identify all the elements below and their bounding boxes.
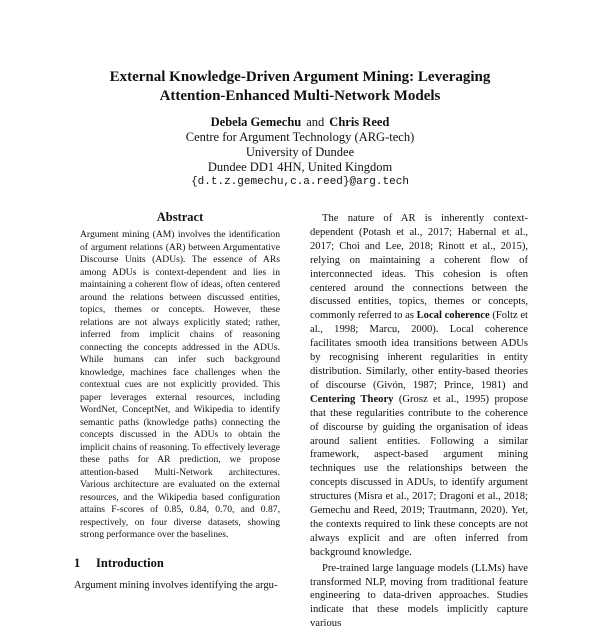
affiliation: Centre for Argument Technology (ARG-tech)	[185, 130, 415, 144]
section-number: 1	[74, 555, 81, 570]
centering-theory-term: Centering Theory	[310, 393, 394, 405]
p1-text-b: (Foltz et al., 1998; Marcu, 2000). Local coherence facilitates smooth idea transitions between ADUs by recognising inherent regularities in entity distribution. Similarly, other entity-based theories of discourse (Givón, 1987; Prince, 1981) and	[310, 310, 528, 391]
title-line-2: Attention-Enhanced Multi-Network Models	[159, 88, 441, 104]
author-2: Chris Reed	[329, 115, 390, 129]
p1-text-c: (Grosz et al., 1995) propose that these regularities contribute to the coherence of discourse by guiding the organisation of ideas around salient entities. Following a similar framework, aspect-based argument mining techniques use the relationships between the concepts discussed in ADUs, to identify argument structures (Misra et al., 2017; Dragoni et al., 2018; Gemechu and Reed, 2019; Trautmann, 2020). Yet, the contexts required to link these concepts are not always explicit and are often inferred from background knowledge.	[310, 393, 528, 558]
abstract-text: Argument mining (AM) involves the identification of argument relations (AR) between Argumentative Discourse Units (ADUs). The essence of ARs among ADUs is context-dependent and lies in maintaining a coherent flow of ideas, often centered around the relations between discussed entities, topics, themes or concepts. However, these relations are not always explicitly stated; rather, inferred from implicit chains of reasoning connecting the concepts addressed in the ADUs. While humans can infer such background knowledge, machines face challenges when the contextual cues are not explicitly provided. This paper leverages external resources, including WordNet, ConceptNet, and Wikipedia to identify semantic paths (knowledge paths) connecting the concepts discussed in the ADUs to obtain the implicit chains of reasoning. To effectively leverage these paths for AR prediction, we propose attention-based Multi-Network architectures. Various architecture are evaluated on the external resources, and the Wikipedia based configuration attains F-scores of 0.85, 0.84, 0.70, and 0.87, respectively, on four diverse datasets, showing strong performance over the baselines.	[80, 229, 280, 540]
abstract-heading: Abstract	[156, 210, 204, 224]
introduction-heading	[74, 556, 286, 571]
left-column	[74, 210, 286, 592]
paragraph-2: Pre-trained large language models (LLMs) have transformed NLP, moving from traditional feature engineering to data-driven approaches. Studies indicate that these models implicitly capture various	[310, 562, 528, 630]
right-column	[310, 212, 528, 631]
section-title: Introduction	[96, 555, 164, 570]
author-1: Debela Gemechu	[210, 115, 302, 129]
paper-title	[60, 68, 540, 106]
introduction-text: Argument mining involves identifying the argu-	[74, 579, 278, 591]
university: University of Dundee	[245, 145, 355, 159]
address: Dundee DD1 4HN, United Kingdom	[207, 160, 393, 174]
author-email: {d.t.z.gemechu,c.a.reed}@arg.tech	[191, 176, 409, 188]
author-names	[60, 115, 540, 130]
paragraph-1	[310, 212, 528, 560]
p1-text-a: The nature of AR is inherently context-dependent (Potash et al., 2017; Habernal et al., 2017; Choi and Lee, 2018; Rinott et al., 2015), relying on maintaining a coherent flow of interconnected ideas. This cohesion is often centered around the connections between the discussed entities, topics, themes or concepts, commonly referred to as	[310, 213, 528, 322]
local-coherence-term: Local coherence	[416, 310, 490, 322]
author-block	[60, 115, 540, 190]
title-line-1: External Knowledge-Driven Argument Mining: Leveraging	[109, 69, 491, 85]
author-separator: and	[306, 115, 325, 129]
